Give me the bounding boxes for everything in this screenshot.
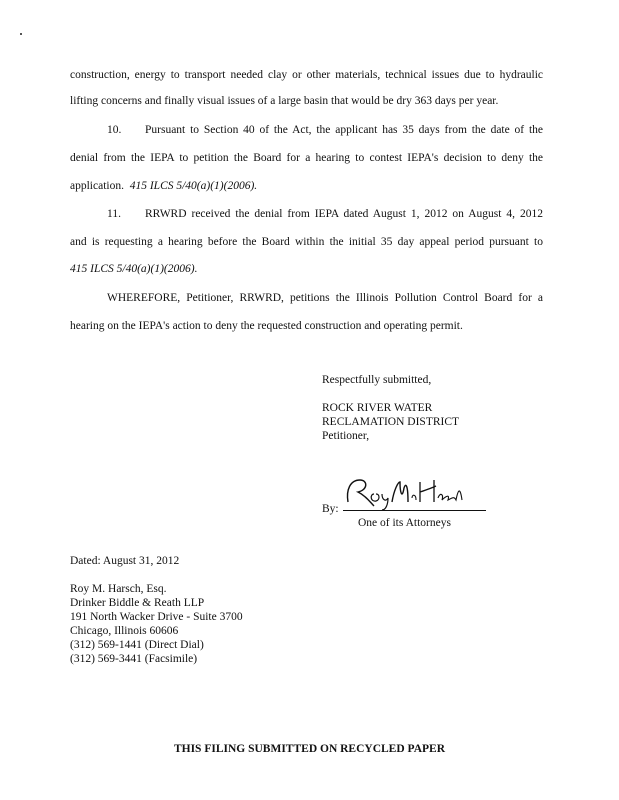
contact-name: Roy M. Harsch, Esq. <box>70 583 167 595</box>
scan-speck <box>20 33 22 35</box>
paragraph-line: RRWRD received the denial from IEPA dated August 1, 2012 on August 4, 2012 <box>145 208 543 220</box>
paragraph-number: 10. <box>107 124 122 136</box>
petitioner-role: Petitioner, <box>322 430 370 442</box>
contact-fax: (312) 569-3441 (Facsimile) <box>70 653 198 665</box>
statute-citation: 415 ILCS 5/40(a)(1)(2006). <box>70 263 198 275</box>
closing-respectfully: Respectfully submitted, <box>322 374 432 386</box>
paragraph-text: application. <box>70 180 124 192</box>
statute-citation: 415 ILCS 5/40(a)(1)(2006). <box>129 180 258 192</box>
date-line: Dated: August 31, 2012 <box>70 555 180 567</box>
paragraph-line: Pursuant to Section 40 of the Act, the applicant has 35 days from the date of the <box>145 124 543 136</box>
paragraph-line: and is requesting a hearing before the Board within the initial 35 day appeal period pursuant to <box>70 236 543 248</box>
paragraph-line: WHEREFORE, Petitioner, RRWRD, petitions the Illinois Pollution Control Board for a <box>107 292 543 304</box>
contact-city: Chicago, Illinois 60606 <box>70 625 179 637</box>
by-label: By: <box>322 503 339 515</box>
paragraph-line <box>70 179 257 193</box>
contact-firm: Drinker Biddle & Reath LLP <box>70 597 205 609</box>
handwritten-signature <box>340 472 470 512</box>
contact-phone: (312) 569-1441 (Direct Dial) <box>70 639 204 651</box>
recycled-paper-footer: THIS FILING SUBMITTED ON RECYCLED PAPER <box>173 743 446 755</box>
paragraph-line: denial from the IEPA to petition the Board for a hearing to contest IEPA's decision to deny the <box>70 152 543 164</box>
signature-line <box>343 510 486 511</box>
attorneys-caption: One of its Attorneys <box>358 517 451 529</box>
petitioner-name-line2: RECLAMATION DISTRICT <box>322 416 460 428</box>
paragraph-line <box>70 262 197 276</box>
paragraph-number: 11. <box>107 208 121 220</box>
contact-street: 191 North Wacker Drive - Suite 3700 <box>70 611 243 623</box>
petitioner-name-line1: ROCK RIVER WATER <box>322 402 433 414</box>
paragraph-line: lifting concerns and finally visual issues of a large basin that would be dry 363 days per year. <box>70 95 499 107</box>
paragraph-line: construction, energy to transport needed clay or other materials, technical issues due to hydraulic <box>70 69 543 81</box>
paragraph-line: hearing on the IEPA's action to deny the requested construction and operating permit. <box>70 320 463 332</box>
